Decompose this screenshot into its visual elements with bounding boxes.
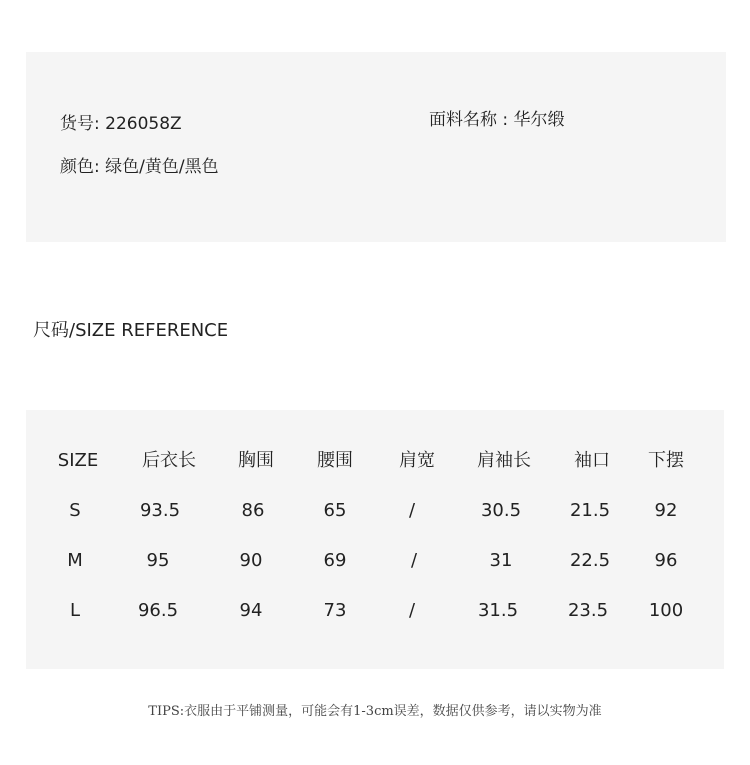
- table-cell: L: [69, 600, 81, 621]
- waist-header-cell: 腰围: [317, 450, 353, 471]
- table-cell: 69: [323, 550, 347, 571]
- table-cell: S: [69, 500, 81, 521]
- hem-header-cell: 下摆: [648, 450, 684, 471]
- table-cell: 92: [654, 500, 678, 521]
- back-length-header-cell: 后衣长: [142, 450, 196, 471]
- table-cell: 30.5: [480, 500, 522, 521]
- item-number: 货号: 226058Z: [60, 114, 182, 134]
- table-cell: /: [408, 500, 416, 521]
- size-header-cell: SIZE: [57, 450, 99, 471]
- cuff-header-cell: 袖口: [574, 450, 610, 471]
- table-cell: 100: [648, 600, 684, 621]
- table-cell: 90: [239, 550, 263, 571]
- table-cell: 93.5: [139, 500, 181, 521]
- table-cell: 21.5: [569, 500, 611, 521]
- table-cell: /: [408, 600, 416, 621]
- shoulder-sleeve-length-header-cell: 肩袖长: [477, 450, 531, 471]
- table-cell: 22.5: [569, 550, 611, 571]
- table-cell: 65: [323, 500, 347, 521]
- table-cell: 96: [654, 550, 678, 571]
- table-cell: 73: [323, 600, 347, 621]
- table-cell: 23.5: [567, 600, 609, 621]
- table-cell: 31: [489, 550, 513, 571]
- shoulder-header-cell: 肩宽: [399, 450, 435, 471]
- table-cell: 95: [146, 550, 170, 571]
- table-cell: M: [67, 550, 83, 571]
- table-cell: 86: [241, 500, 265, 521]
- table-cell: /: [410, 550, 418, 571]
- table-cell: 94: [239, 600, 263, 621]
- chest-header-cell: 胸围: [238, 450, 274, 471]
- table-cell: 96.5: [137, 600, 179, 621]
- fabric-name: 面料名称 : 华尔缎: [429, 110, 565, 130]
- table-cell: 31.5: [477, 600, 519, 621]
- measurement-tips: TIPS:衣服由于平铺测量，可能会有1-3cm误差，数据仅供参考，请以实物为准: [148, 704, 602, 719]
- product-info-panel: [26, 52, 726, 242]
- size-table-panel: [26, 410, 724, 669]
- color-options: 颜色: 绿色/黄色/黑色: [60, 157, 219, 177]
- size-reference-heading: 尺码/SIZE REFERENCE: [33, 320, 229, 341]
